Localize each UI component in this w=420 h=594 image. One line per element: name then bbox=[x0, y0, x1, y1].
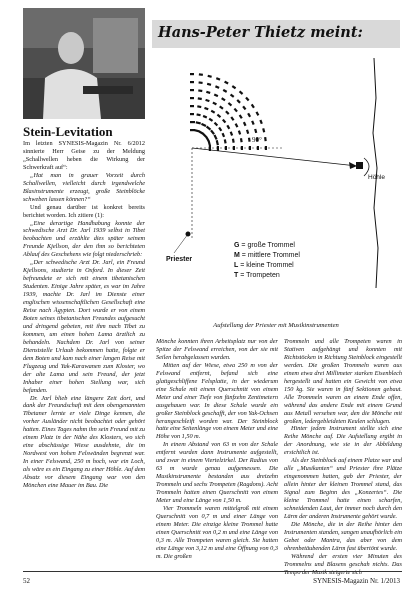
musician-mark bbox=[207, 83, 211, 86]
musician-mark bbox=[246, 129, 249, 133]
musician-mark bbox=[245, 97, 249, 101]
musician-mark bbox=[209, 118, 214, 122]
musician-mark bbox=[216, 140, 219, 145]
paragraph: Hinter jedem Instrument stellte sich eine Reihe Mönche auf. Die Aufstellung ergibt in der Anordnung, wie sie in der Abbildung ersichtlich ist. bbox=[284, 425, 402, 457]
musician-mark bbox=[190, 113, 194, 115]
musician-mark bbox=[196, 113, 200, 116]
musician-mark bbox=[218, 127, 222, 132]
musician-mark bbox=[206, 91, 210, 94]
musician-mark bbox=[254, 129, 257, 133]
legend-item: G = große Trommel bbox=[234, 242, 295, 249]
musician-mark bbox=[259, 120, 262, 125]
musician-mark bbox=[221, 97, 226, 101]
musician-mark bbox=[190, 121, 195, 123]
text-column-3 bbox=[284, 338, 402, 576]
musician-mark bbox=[211, 110, 216, 114]
musician-mark bbox=[190, 89, 194, 91]
article-heading: Stein-Levitation bbox=[23, 124, 113, 139]
musician-mark bbox=[199, 73, 203, 76]
musician-mark bbox=[239, 114, 243, 119]
musician-mark bbox=[225, 110, 229, 114]
musician-mark bbox=[239, 91, 243, 95]
paragraph: „Der schwedische Arzt Dr. Jarl, ein Freund Kjellsons, studierte in Oxford. In dieser Zeit befreundete er sich mit einem tibetanischen Studenten. Einige Jahre später, es war im Jahre 1939, machte Dr. Jarl im Dienste einer englischen wissenschaftlichen Gesellschaft eine Reise nach Ägypten. Dort wurde er von einem Boten seines tibetanischen Freundes aufgesucht und dringend gebeten, mit ihm nach Tibet zu kommen, um einen hohen Lama ärztlich zu behandeln. Nachdem Dr. Jarl von seiner Dienststelle Urlaub bekommen hatte, folgte er dem Boten und kam nach einer langen Reise mit Flugzeug und Yak-Karawanen zum Kloster, wo der alte Lama und sein Freund, der jetzt Inhaber einer hohen Stellung war, sich befanden. bbox=[23, 259, 145, 394]
page-number: 52 bbox=[23, 577, 30, 585]
paragraph: Mitten auf der Wiese, etwa 250 m von der Felswand entfernt, befand sich eine glattgeschliffene Felsplatte, in der wiederum eine Schale mit einem Querschnitt von einem Meter und einer Tiefe von fünfzehn Zentimetern ausgehauen war. In diese Schale wurde ein großer Steinblock geschafft, der von Yak-Ochsen herangeschleift worden war. Der Steinblock hatte eine Seitenlänge von einem Meter und eine Höhe von 1,50 m. bbox=[156, 361, 278, 441]
musician-mark bbox=[197, 105, 201, 108]
paragraph: Trommeln und alle Trompeten waren in Stativen aufgehängt und konnten mit Richtstöcken in Richtung Steinblock eingestellt werden. Die großen Trommeln waren aus einem etwa drei Millimeter starken Eisenblech hergestellt und hatten ein Gewicht von etwa 150 kg. Sie waren in fünf Sektionen gebaut. Alle Trommeln waren an einem Ende offen, während das andere Ende mit einem Grund aus Metall versehen war, den die Mönche mit großen, ledergebleideten Keulen schlugen. bbox=[284, 338, 402, 425]
legend-item: M = mittlere Trommel bbox=[234, 252, 300, 259]
musician-mark bbox=[198, 81, 202, 84]
magazine-issue: SYNESIS-Magazin Nr. 1/2013 bbox=[313, 577, 400, 585]
musician-mark bbox=[198, 97, 202, 100]
paragraph: Während der ersten vier Minuten des Trommelns und Blasens geschah nichts. Das Tempo der Musik steigerte sich bbox=[284, 552, 402, 576]
musician-mark bbox=[217, 146, 219, 151]
musician-mark bbox=[238, 130, 241, 134]
musician-mark bbox=[204, 107, 209, 110]
diagram-caption: Aufstellung der Priester mit Musikinstrumenten bbox=[213, 322, 339, 329]
paragraph: „Hat man in grauer Vorzeit durch Schallwellen, vielleicht durch irgendwelche Blasinstrumente erzeugt, große Steinblöcke schweben lassen können?“ bbox=[23, 171, 145, 203]
musician-mark bbox=[224, 81, 229, 85]
musician-mark bbox=[230, 116, 234, 121]
musician-mark bbox=[262, 128, 265, 132]
musician-mark bbox=[232, 85, 237, 89]
musician-mark bbox=[214, 122, 218, 126]
musician-mark bbox=[248, 138, 251, 142]
paragraph: Und genau darüber ist konkret bereits berichtet worden. Ich zitiere (1): bbox=[23, 203, 145, 219]
musician-mark bbox=[222, 133, 226, 138]
musician-mark bbox=[236, 99, 240, 103]
musician-mark bbox=[232, 139, 235, 143]
legend-item: L = kleine Trommel bbox=[234, 262, 294, 269]
cave-label: Höhle bbox=[368, 174, 385, 181]
text-column-1 bbox=[23, 140, 145, 565]
musician-mark bbox=[190, 73, 194, 75]
paragraph: In einem Abstand von 63 m von der Schale entfernt wurden dann Instrumente aufgestellt, und zwar in einem Viertelzirkel. Der Radius von 63 m wurde genau aufgemessen. Die Musikinstrumente bestanden aus dreizehn Trommeln und sechs Trompeten (Ragdons). Acht Trommeln hatten einen Querschnitt von einem Meter und eine Länge von 1,50 m. bbox=[156, 441, 278, 505]
angle-label: 90° bbox=[252, 136, 262, 144]
musician-mark bbox=[230, 94, 235, 98]
paragraph: „Eine derartige Handhabung konnte der schwedische Arzt Dr. Jarl 1939 selbst in Tibet beobachten und erzählte dies später seinem Freunde Kjellson, der den ihm so berichteten Ablauf des Geschehens wie folgt niederschrieb: bbox=[23, 219, 145, 259]
footer-rule bbox=[23, 571, 402, 572]
musician-mark bbox=[190, 97, 194, 99]
diagram-legend bbox=[234, 241, 300, 281]
musician-mark bbox=[190, 81, 194, 83]
musician-mark bbox=[224, 139, 227, 143]
musician-mark bbox=[226, 125, 230, 130]
musician-mark bbox=[223, 89, 228, 93]
musician-mark bbox=[198, 89, 202, 92]
paragraph: Mönche konnten ihren Arbeitsplatz nur von der Spitze der Felswand erreichen, von der sie mit Seilen herabgelassen wurden. bbox=[156, 338, 278, 361]
musician-mark bbox=[247, 113, 251, 118]
musician-mark bbox=[203, 115, 208, 119]
musician-mark bbox=[215, 85, 220, 89]
musician-mark bbox=[213, 134, 217, 139]
paragraph: Dr. Jarl blieb eine längere Zeit dort, und dank der Freundschaft mit dem obengenannten Tibetaner lernte er viele Dinge kennen, die vorher Ausländer nicht beobachtet oder gehört hatten. Eines Tages nahm ihn sein Freund mit zu einem Platz in der Nähe des Klosters, wo sich eine abschüssige Wiese ausdehnte, die im Nordwest von hohen Felswänden begrenzt war. In einer Felswand, 250 m hoch, war ein Loch, als wäre es ein Eingang zu einer Höhle. Auf dem Absatz vor diesem Eingang war von den Mönchen eine Mauer im Bau. Die bbox=[23, 394, 145, 489]
paragraph: Die Mönche, die in der Reihe hinter den Instrumenten standen, sangen unaufhörlich ein Gebet oder Mantra, das aber von dem ohrenbetäubenden Lärm fast übertönt wurde. bbox=[284, 520, 402, 552]
musician-mark bbox=[190, 129, 195, 131]
musician-mark bbox=[235, 123, 239, 128]
musician-mark bbox=[256, 111, 260, 116]
musician-mark bbox=[216, 77, 221, 80]
musician-mark bbox=[230, 131, 233, 136]
musician-mark bbox=[219, 106, 224, 110]
musician-mark bbox=[242, 106, 246, 111]
paragraph: Vier Trommeln waren mittelgroß mit einem Querschnitt von 0,7 m und einer Länge von einem Meter. Die einzige kleine Trommel hatte einen Querschnitt von 0,2 m und eine Länge von 0,3 m. Alle Trompeten waren gleich. Sie hatten eine Länge von 3,12 m und eine Öffnung von 0,3 m. Die großen bbox=[156, 505, 278, 560]
musician-mark bbox=[217, 114, 221, 118]
musician-mark bbox=[251, 104, 255, 109]
musician-mark bbox=[210, 130, 215, 135]
musician-mark bbox=[240, 138, 243, 142]
musician-mark bbox=[214, 93, 219, 97]
musician-mark bbox=[234, 108, 238, 112]
author-photo bbox=[23, 8, 145, 119]
musician-mark bbox=[222, 119, 226, 123]
priest-label: Priester bbox=[166, 256, 193, 263]
musician-mark bbox=[251, 120, 255, 125]
legend-item: T = Trompeten bbox=[234, 272, 280, 279]
musician-mark bbox=[205, 99, 209, 102]
musician-mark bbox=[264, 137, 267, 141]
paragraph: Als der Steinblock auf einem Platze war und alle „Musikanten“ und Priester ihre Plätze eingenommen hatten, gab der Priester, der allein hinter der kleinen Trommel stand, das Signal zum Beginn des „Konzertes“. Die kleine Trommel hatte einen scharfen, schneidenden Laut, der immer noch durch den Lärm der anderen Instrumente gehört wurde. bbox=[284, 457, 402, 520]
musician-mark bbox=[196, 121, 201, 124]
musician-mark bbox=[190, 105, 194, 107]
page-title: Hans-Peter Thietz meint: bbox=[158, 24, 363, 41]
instrument-diagram bbox=[152, 58, 400, 326]
musician-mark bbox=[207, 75, 211, 78]
musician-mark bbox=[243, 122, 247, 127]
musician-mark bbox=[212, 102, 217, 106]
musician-mark bbox=[206, 126, 211, 131]
musician-mark bbox=[228, 102, 232, 106]
musician-mark bbox=[201, 123, 206, 127]
text-column-2 bbox=[156, 338, 278, 566]
musician-mark bbox=[208, 141, 211, 146]
paragraph: Im letzten SYNESIS-Magazin Nr. 6/2012 sinnierte Herr Geise zu der Meldung „Schallwellen heben die Wirkung der Schwerkraft auf“: bbox=[23, 140, 145, 171]
